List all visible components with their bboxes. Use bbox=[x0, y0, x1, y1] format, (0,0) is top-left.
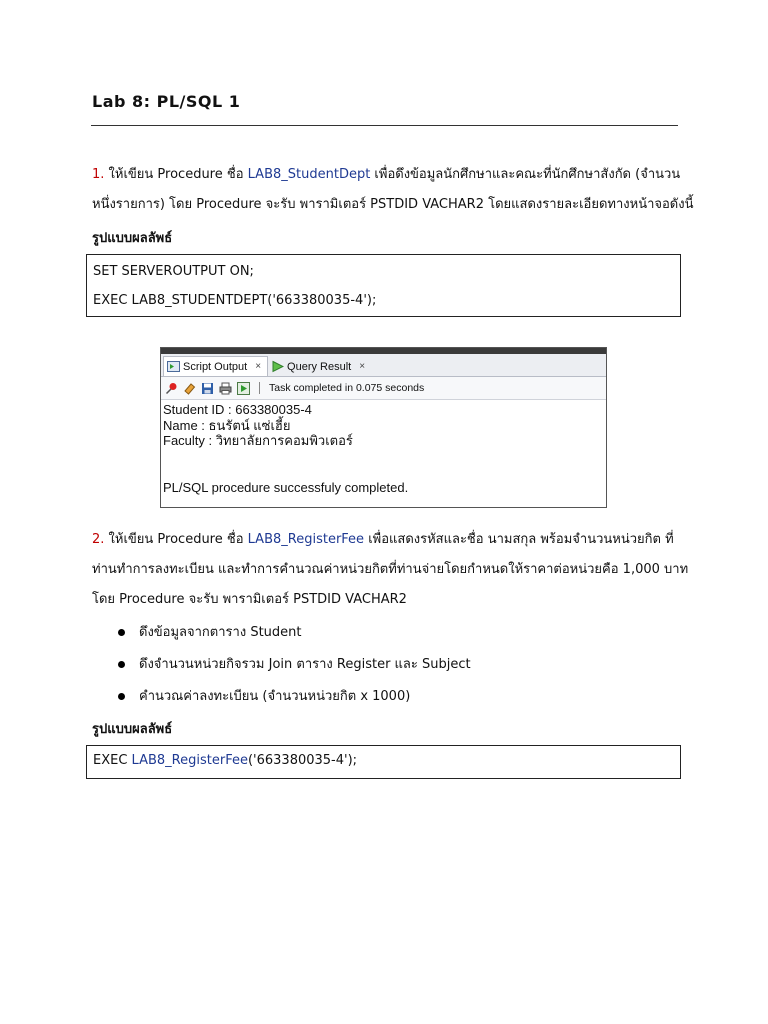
question-1-result-label: รูปแบบผลลัพธ์ bbox=[92, 231, 173, 246]
question-2-text-b: เพื่อแสดงรหัสและชื่อ นามสกุล พร้อมจำนวนหน่วยกิต ที่ bbox=[364, 532, 674, 547]
question-1-line-2: หนึ่งรายการ) โดย Procedure จะรับ พารามิเตอร์ PSTDID VACHAR2 โดยแสดงรายละเอียดทางหน้าจอดังนี้ bbox=[92, 197, 694, 212]
code-arguments: ('663380035-4'); bbox=[247, 753, 358, 768]
question-1-text-b: เพื่อดึงข้อมูลนักศึกษาและคณะที่นักศึกษาสังกัด (จำนวน bbox=[370, 167, 681, 182]
code-line: SET SERVEROUTPUT ON; bbox=[93, 264, 254, 279]
question-2-text-a: ให้เขียน Procedure ชื่อ bbox=[104, 532, 248, 547]
code-line: EXEC LAB8_STUDENTDEPT('663380035-4'); bbox=[93, 293, 377, 308]
question-2-code-box bbox=[86, 745, 681, 779]
close-icon[interactable]: × bbox=[359, 361, 366, 372]
output-line: PL/SQL procedure successfuly completed. bbox=[163, 479, 409, 495]
question-1-text-a: ให้เขียน Procedure ชื่อ bbox=[104, 167, 248, 182]
list-item: คำนวณค่าลงทะเบียน (จำนวนหน่วยกิต x 1000) bbox=[118, 684, 471, 716]
eraser-icon[interactable] bbox=[183, 382, 196, 395]
tab-query-result-label: Query Result bbox=[287, 360, 352, 373]
run-script-icon[interactable] bbox=[237, 382, 250, 395]
output-toolbar bbox=[161, 377, 606, 400]
code-procedure-name: LAB8_RegisterFee bbox=[131, 753, 248, 768]
list-item: ดึงจำนวนหน่วยกิจรวม Join ตาราง Register และ Subject bbox=[118, 652, 471, 684]
question-1-number: 1. bbox=[92, 167, 105, 182]
tab-query-result[interactable] bbox=[268, 357, 371, 376]
question-2 bbox=[92, 525, 689, 615]
question-1-procedure-name: LAB8_StudentDept bbox=[247, 167, 371, 182]
panel-top-bar bbox=[161, 348, 606, 354]
tab-script-output-label: Script Output bbox=[183, 360, 248, 373]
tab-script-output[interactable] bbox=[163, 356, 268, 376]
output-line: Student ID : 663380035-4 bbox=[163, 402, 312, 417]
print-icon[interactable] bbox=[219, 382, 232, 395]
question-2-line-2: ท่านทำการลงทะเบียน และทำการคำนวณค่าหน่วยกิตที่ท่านจ่ายโดยกำหนดให้ราคาต่อหน่วยคือ 1,000 บาท bbox=[92, 562, 689, 577]
question-2-procedure-name: LAB8_RegisterFee bbox=[247, 532, 365, 547]
page-title: Lab 8: PL/SQL 1 bbox=[92, 92, 241, 111]
close-icon[interactable]: × bbox=[255, 361, 262, 372]
question-2-line-3: โดย Procedure จะรับ พารามิเตอร์ PSTDID VACHAR2 bbox=[92, 592, 407, 607]
output-line: Faculty : วิทยาลัยการคอมพิวเตอร์ bbox=[163, 433, 353, 448]
list-item: ดึงข้อมูลจากตาราง Student bbox=[118, 620, 471, 652]
pin-icon[interactable] bbox=[165, 382, 178, 395]
question-1-code-box bbox=[86, 254, 681, 317]
task-status-text: Task completed in 0.075 seconds bbox=[269, 382, 425, 394]
script-output-area bbox=[161, 400, 606, 495]
query-result-icon bbox=[271, 360, 284, 373]
output-tab-bar bbox=[161, 354, 606, 377]
toolbar-separator bbox=[259, 382, 260, 394]
question-2-number: 2. bbox=[92, 532, 105, 547]
title-divider bbox=[91, 125, 678, 126]
question-2-result-label: รูปแบบผลลัพธ์ bbox=[92, 722, 173, 737]
save-icon[interactable] bbox=[201, 382, 214, 395]
output-line: Name : ธนรัตน์ แซ่เฮี้ย bbox=[163, 417, 291, 433]
question-1 bbox=[92, 160, 694, 220]
question-2-bullet-list bbox=[118, 620, 471, 716]
sql-developer-screenshot bbox=[160, 347, 607, 508]
script-output-icon bbox=[167, 360, 180, 373]
code-exec-keyword: EXEC bbox=[93, 753, 132, 768]
